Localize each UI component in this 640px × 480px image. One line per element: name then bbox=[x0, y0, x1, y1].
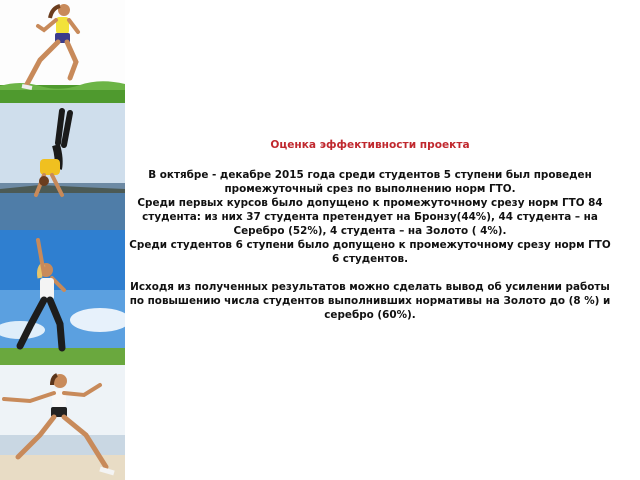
slide-content bbox=[128, 138, 612, 322]
paragraph-survey-intro: В октябре - декабре 2015 года среди студентов 5 ступени был проведен промежуточный срез по выполнению норм ГТО. bbox=[148, 169, 592, 195]
jumping-woman-photo bbox=[0, 230, 125, 365]
photo-strip bbox=[0, 0, 125, 480]
paragraph-conclusion: Исходя из полученных результатов можно сделать вывод об усилении работы по повышению числа студентов выполнивших нормативы на Золото до (8 %) и серебро (60%). bbox=[129, 281, 611, 321]
paragraph-stage-6-results: Среди студентов 6 ступени было допущено к промежуточному срезу норм ГТО 6 студентов. bbox=[129, 239, 611, 265]
running-woman-beach-photo bbox=[0, 365, 125, 480]
paragraph-first-year-results: Среди первых курсов было допущено к промежуточному срезу норм ГТО 84 студента: из них 37 студента претендует на Бронзу(44%), 44 студента – на Серебро (52%), 4 студента – на Золото ( 4%). bbox=[137, 197, 603, 237]
running-woman-photo bbox=[0, 0, 125, 103]
slide-title: Оценка эффективности проекта bbox=[270, 139, 470, 151]
gymnast-handstand-photo bbox=[0, 103, 125, 230]
